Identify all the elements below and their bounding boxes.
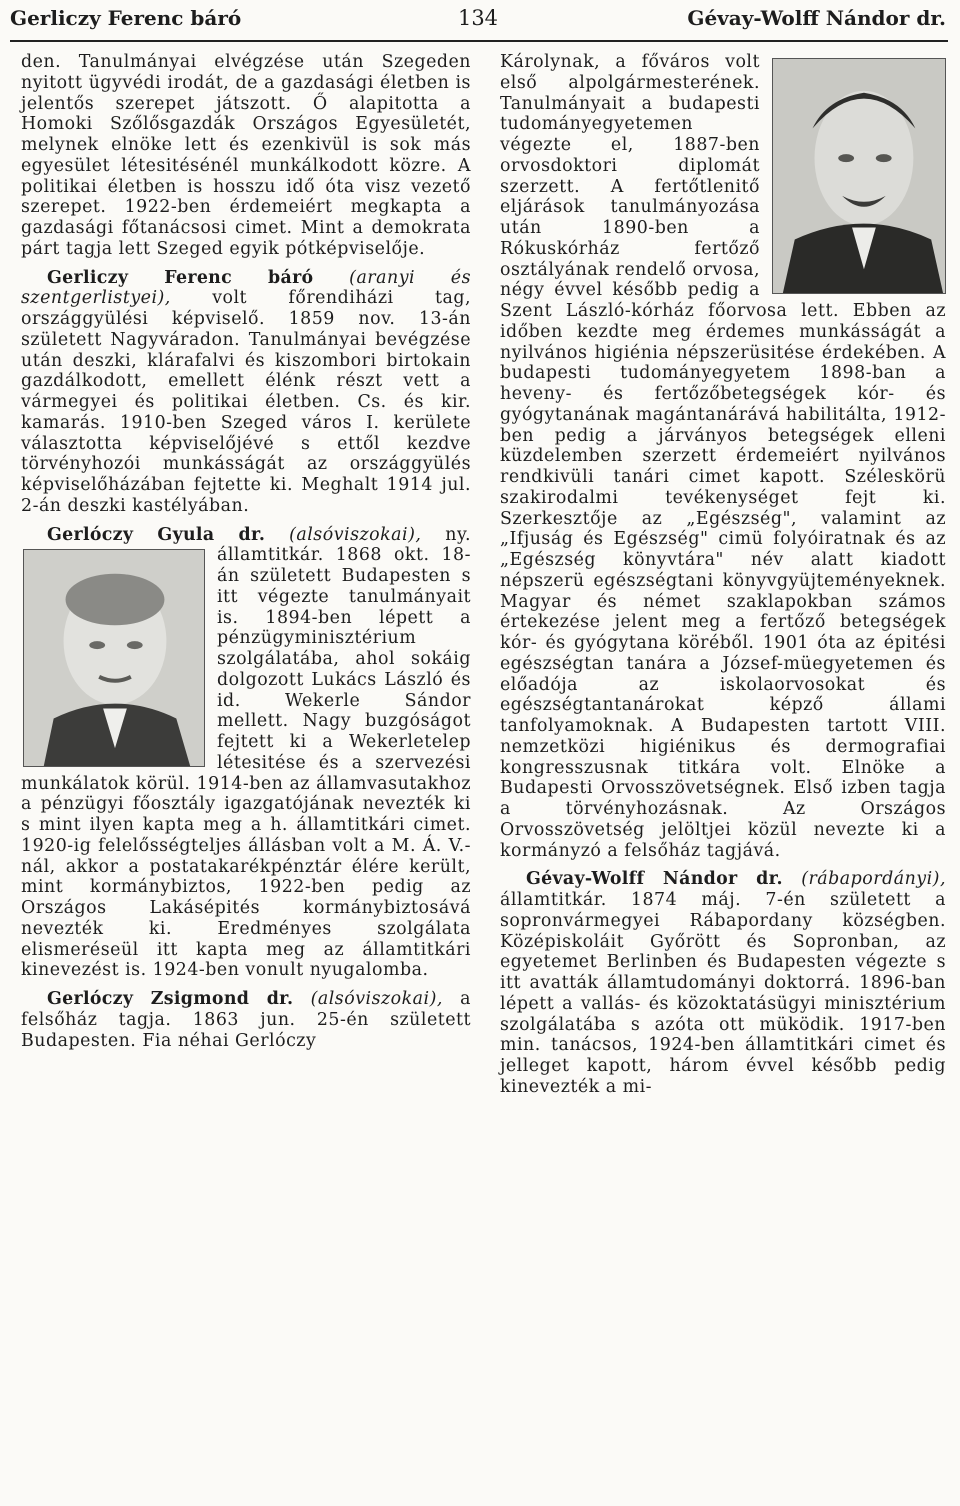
running-header — [10, 6, 946, 40]
entry-text: a felsőház tagja. 1863 jun. 25-én született Budapesten. Fia néhai Gerlóczy — [21, 989, 471, 1051]
entry-predicate: (alsóviszokai), — [289, 524, 422, 545]
entry-name: Gerlóczy Zsigmond dr. — [47, 989, 294, 1009]
header-rule — [10, 40, 948, 42]
continuation-text: den. Tanulmányai elvégzése után Szegeden nyitott ügyvédi irodát, de a gazdasági életben is jelentős szerepet játszott. Ő alapitotta a Homoki Szőlősgazdák Országos Egyesületét, melynek elnöke lett és ezenkivül is sok más egyesület létesitésénél munkálkodott közre. A politikai életben is hosszu idő óta visz vezető szerepet. 1922-ben érdemeiért megkapta a gazdasági főtanácsosi cimet. Mint a demokrata párt tagja lett Szeged egyik pótképviselője. — [21, 52, 471, 259]
left-column — [21, 52, 471, 1506]
entry-predicate: (rábapordányi), — [801, 869, 946, 890]
entry-predicate: (alsóviszokai), — [310, 989, 443, 1009]
entry-text: volt főrendiházi tag, országgyülési képviselő. 1859 nov. 13-án született Nagyváradon. Tanulmányai bevégzése után deszki, klárafalvi és kiszombori birtokain gazdálkodott, emellett élénk részt vett a vármegyei és politikai életben. Cs. és kir. kamarás. 1910-ben Szeged város I. kerülete választotta képviselőjévé s ettől kezdve törvényhozói munkásságát az országgyülés képviselőházában fejtette ki. Meghalt 1914 jul. 2-án deszki kastélyában. — [21, 288, 471, 516]
header-right-name: Gévay-Wolff Nándor dr. — [687, 6, 946, 30]
entry-gevay-wolff-nandor — [500, 869, 946, 1097]
portrait-photo — [23, 549, 205, 767]
continuation-body: Károlynak, a főváros volt első alpolgármesterének. Tanulmányait a budapesti tudományegyetemen végezte el, 1887-ben orvosdoktori diplomát szerzett. A fertőtlenitő eljárások tanulmányozása után 1890-ben a Rókuskórház fertőző osztályának rendelő orvosa, négy évvel később pedig a Szent László-kórház főorvosa lett. Ebben az időben kezdte meg érdemes munkásságát a nyilvános higiénia népszerüsitése érdekében. A budapesti tudományegyetem 1898-ban a heveny- és fertőzőbetegségek kór- és gyógytanának magántanárává habilitálta, 1912-ben pedig a járványos betegségek elleni küzdelemben szerzett érdemeiért nyilvános rendkivüli tanári cimet kapott. Széleskörü szakirodalmi tevékenységet fejt ki. Szerkesztője az „Egészség", valamint az „Ifjuság és Egészség" cimü folyóiratnak és az „Egészség könyvtára" név alatt kiadott népszerü egészségtani könyvgyüjteményeknek. Magyar és német szaklapokban számos értekezése jelent meg a fertőző betegségek kór- és gyógytana köréből. 1901 óta az épitési egészségtan tanára a József-müegyetemen és előadója az iskolaorvosokat és egészségtantanárokat képző állami tanfolyamoknak. A Budapesten tartott VIII. nemzetközi higiénikus és dermografiai kongresszusnak titkára volt. Elnöke a Budapesti Orvosszövetségnek. Első izben tagja a törvényhozásnak. Az Országos Orvosszövetség jelöltjei közül nevezte ki a kormányzó a felsőház tagjává. — [500, 52, 946, 861]
entry-gerloczy-zsigmond — [21, 989, 471, 1051]
entry-name: Gerliczy Ferenc báró — [47, 267, 314, 288]
entry-name: Gévay-Wolff Nándor dr. — [526, 869, 783, 890]
page-number: 134 — [457, 6, 499, 30]
entry-gerloczy-gyula — [21, 525, 471, 982]
header-left-name: Gerliczy Ferenc báró — [10, 6, 242, 30]
entry-text: ny. államtitkár. 1868 okt. 18-án született Budapesten s itt végezte tanulmányait is. 1894-ben lépett a pénzügyminisztérium szolgálatába, ahol sokáig dolgozott Lukács László és id. Wekerle Sándor mellett. Nagy buzgóságot fejtett ki a Wekerletelep létesitése és a szervezési munkálatok körül. 1914-ben az államvasutakhoz a pénzügyi főosztály igazgatójának nevezték ki s mint ilyen kapta meg a h. államtitkári cimet. 1920-ig felelősségteljes állásban volt a M. Á. V.-nál, akkor a postatakarékpénztár élére került, mint kormánybiztos, 1922-ben pedig az Országos Lakásépités kormánybiztosává nevezték ki. Eredményes szolgálata elismeréseül itt kapta meg az államtitkári kinevezést is. 1924-ben vonult nyugalomba. — [21, 524, 471, 981]
portrait-photo — [772, 58, 946, 294]
entry-gerliczy-ferenc — [21, 268, 471, 517]
continuation-text — [500, 52, 946, 861]
right-column — [500, 52, 946, 1506]
entry-predicate: (aranyi és szentgerlistyei), — [21, 267, 471, 309]
entry-text: államtitkár. 1874 máj. 7-én született a sopronvármegyei Rábapordany községben. Középiskoláit Győrött és Sopronban, az egyetemet Berlinben és Budapesten végezte s itt avatták államtudományi doktorrá. 1896-ban lépett a vallás- és közoktatásügyi minisztérium szolgálatába s azóta ott müködik. 1917-ben min. tanácsos, 1924-ben államtitkári cimet és jelleget kapott, három évvel később pedig kinevezték a mi- — [500, 890, 946, 1097]
entry-name: Gerlóczy Gyula dr. — [47, 524, 266, 545]
